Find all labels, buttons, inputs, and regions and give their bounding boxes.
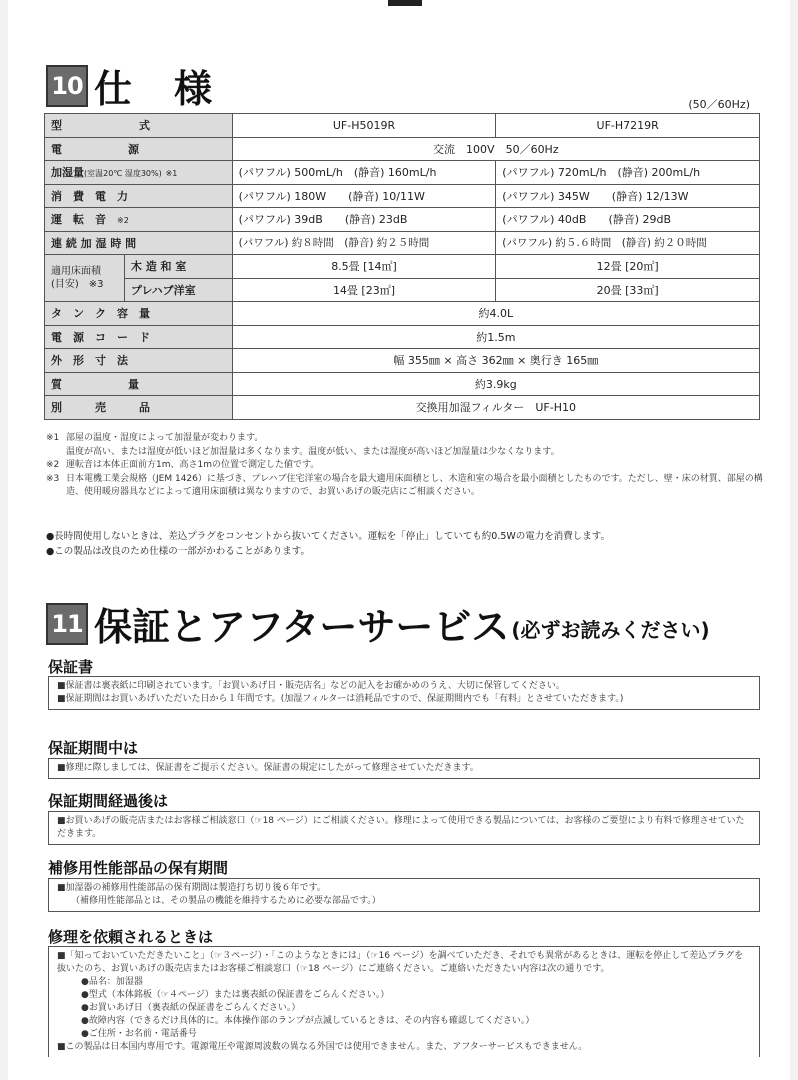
row-label: 電 源 コ ー ド (45, 325, 233, 349)
row-label: 連 続 加 湿 時 間 (45, 231, 233, 255)
subheading-warranty: 保証書 (48, 658, 94, 676)
section-10-heading (46, 58, 214, 113)
wood-m2: 12畳 [20㎡] (496, 255, 760, 279)
prefab-label: プレハブ洋室 (124, 278, 232, 302)
mass-value: 約3.9kg (232, 372, 759, 396)
section-title: 保証とアフターサービス (94, 605, 510, 649)
section-number: 11 (46, 603, 88, 645)
table-row (45, 325, 760, 349)
section-11-heading (46, 596, 710, 651)
wood-m1: 8.5畳 [14㎡] (232, 255, 496, 279)
cont-m1: (パワフル) 約８時間 (静音) 約２５時間 (232, 231, 496, 255)
floor-label: 適用床面積 (目安) ※3 (45, 255, 125, 302)
after-box: ■お買いあげの販売店またはお客様ご相談窓口（☞18 ページ）にご相談ください。修理によって使用できる製品については、お客様のご要望により有料で修理させていただきます。 (48, 811, 760, 845)
table-row (45, 208, 760, 232)
table-row (45, 255, 760, 279)
prefab-m1: 14畳 [23㎡] (232, 278, 496, 302)
table-row (45, 137, 760, 161)
page-top-mark (388, 0, 422, 6)
model-2: UF-H7219R (496, 114, 760, 138)
prefab-m2: 20畳 [33㎡] (496, 278, 760, 302)
table-row (45, 396, 760, 420)
table-row (45, 114, 760, 138)
row-label: タ ン ク 容 量 (45, 302, 233, 326)
table-row (45, 302, 760, 326)
consume-m2: (パワフル) 345W (静音) 12/13W (496, 184, 760, 208)
humid-m2: (パワフル) 720mL/h (静音) 200mL/h (496, 161, 760, 185)
row-label: 消 費 電 力 (45, 184, 233, 208)
cont-m2: (パワフル) 約５.６時間 (静音) 約２０時間 (496, 231, 760, 255)
spec-table (44, 113, 760, 420)
section-number: 10 (46, 65, 88, 107)
subheading-after: 保証期間経過後は (48, 792, 169, 810)
bullet-note: ●長時間使用しないときは、差込プラグをコンセントから抜いてください。運転を「停止」していても約0.5Wの電力を消費します。 (46, 531, 611, 542)
manual-page (8, 0, 790, 1080)
note-item: ※3 日本電機工業会規格（JEM 1426）に基づき、プレハブ住宅洋室の場合を最大適用床面積とし、木造和室の場合を最小面積としたものです。ただし、壁・床の材質、部屋の構造、使用暖房器具などによって適用床面積は異なりますので、お買いあげの販売店にご相談ください。 (46, 473, 763, 497)
note-item: ※2 運転音は本体正面前方1m、高さ1mの位置で測定した値です。 (46, 460, 320, 470)
during-box: ■修理に際しましては、保証書をご提示ください。保証書の規定にしたがって修理させていただきます。 (48, 758, 760, 779)
note-item: ※1 部屋の温度・湿度によって加湿量が変わります。 (46, 433, 264, 443)
frequency-note: (50／60Hz) (688, 98, 750, 111)
subheading-during: 保証期間中は (48, 739, 139, 757)
noise-m1: (パワフル) 39dB (静音) 23dB (232, 208, 496, 232)
row-label: 質 量 (45, 372, 233, 396)
noise-m2: (パワフル) 40dB (静音) 29dB (496, 208, 760, 232)
row-label: 別 売 品 (45, 396, 233, 420)
humid-m1: (パワフル) 500mL/h (静音) 160mL/h (232, 161, 496, 185)
row-label: 外 形 寸 法 (45, 349, 233, 373)
row-label: 型 式 (45, 114, 233, 138)
note-item: 温度が高い、または湿度が低いほど加湿量は多くなります。温度が低い、または湿度が高いほど加湿量は少なくなります。 (66, 446, 560, 457)
bullet-note: ●この製品は改良のため仕様の一部がかわることがあります。 (46, 546, 311, 557)
row-label: 運 転 音 ※2 (45, 208, 233, 232)
consume-m1: (パワフル) 180W (静音) 10/11W (232, 184, 496, 208)
power-value: 交流 100V 50／60Hz (232, 137, 759, 161)
sold-value: 交換用加湿フィルター UF-H10 (232, 396, 759, 420)
table-row (45, 161, 760, 185)
cord-value: 約1.5m (232, 325, 759, 349)
warranty-box: ■保証書は裏表紙に印刷されています。「お買いあげ日・販売店名」などの記入をお確かめのうえ、大切に保管してください。 ■保証期間はお買いあげいただいた日から１年間です。(加湿フィルターは消耗品ですので、保証期間内でも「有料」とさせていただきます。) (48, 676, 760, 710)
wood-label: 木 造 和 室 (124, 255, 232, 279)
table-row (45, 372, 760, 396)
parts-box: ■加湿器の補修用性能部品の保有期間は製造打ち切り後６年です。 （補修用性能部品とは、その製品の機能を維持するために必要な部品です。） (48, 878, 760, 912)
size-value: 幅 355㎜ × 高さ 362㎜ × 奥行き 165㎜ (232, 349, 759, 373)
table-row (45, 278, 760, 302)
section-subtitle: (必ずお読みください) (511, 618, 710, 642)
table-row (45, 184, 760, 208)
subheading-repair: 修理を依頼されるときは (48, 928, 214, 946)
subheading-parts: 補修用性能部品の保有期間 (48, 859, 229, 877)
row-label: 加湿量(室温20℃ 湿度30%) ※1 (45, 161, 233, 185)
spec-notes (46, 432, 766, 500)
row-label: 電 源 (45, 137, 233, 161)
model-1: UF-H5019R (232, 114, 496, 138)
section-title: 仕 様 (94, 67, 215, 111)
tank-value: 約4.0L (232, 302, 759, 326)
repair-box: ■「知っておいていただきたいこと」（☞３ページ）・「このようなときには」（☞16 ページ）を調べていただき、それでも異常があるときは、運転を停止して差込プラグを抜いたのち、お買いあげの販売店またはお客様ご相談窓口（☞18 ページ）にご連絡ください。ご連絡いただきたい内容は次の通りです。 ●品名：加湿器 ●型式（本体銘板（☞４ページ）または裏表紙の保証書をごらんください。） ●お買いあげ日（裏表紙の保証書をごらんください。） ●故障内容（できるだけ具体的に。本体操作部のランプが点滅しているときは、その内容も確認してください。） ●ご住所・お名前・電話番号 ■この製品は日本国内専用です。電源電圧や電源周波数の異なる外国では使用できません。また、アフターサービスもできません。 (48, 946, 760, 1057)
table-row (45, 349, 760, 373)
table-row (45, 231, 760, 255)
